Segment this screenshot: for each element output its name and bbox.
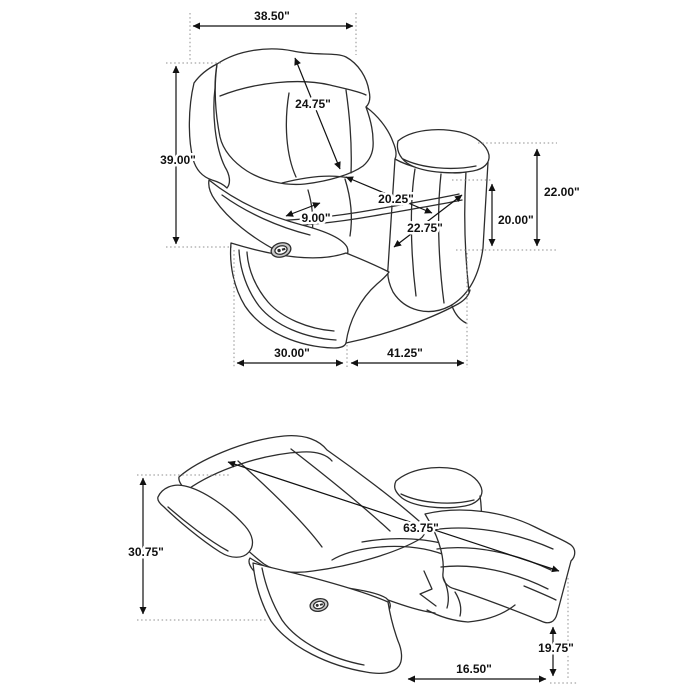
dim-seat-depth-label: 20.25" [378, 192, 414, 206]
upright-base-foot [452, 306, 466, 323]
upright-chair-line-art [189, 49, 489, 348]
dim-footrest-height-label: 19.75" [538, 641, 574, 655]
dim-arm-length-label: 22.75" [407, 221, 443, 235]
dim-front-width-label: 30.00" [274, 346, 310, 360]
dim-overall-width-label: 38.50" [254, 9, 290, 23]
dim-arm-width [286, 203, 331, 225]
upright-right-skirt [388, 159, 488, 311]
dim-footrest-extension-label: 16.50" [456, 662, 492, 676]
dim-back-cushion-label: 24.75" [295, 97, 331, 111]
dim-seat-height-label: 20.00" [498, 213, 534, 227]
dim-arm-width-label: 9.00" [301, 211, 331, 225]
dim-reclined-length-label: 63.75" [403, 521, 439, 535]
reclined-mechanism-1 [420, 571, 436, 606]
upright-front-panel [231, 243, 389, 348]
dim-arm-height-label: 22.00" [544, 185, 580, 199]
dim-reclined-back-height-label: 30.75" [128, 545, 164, 559]
reclined-chair-line-art [158, 436, 575, 674]
upright-seat-seam-mid [345, 179, 351, 236]
reclined-mechanism-3 [455, 592, 461, 616]
dim-footrest-height [538, 627, 574, 676]
reclined-mechanism-base [427, 605, 515, 622]
dim-overall-height-label: 39.00" [160, 153, 196, 167]
reclined-diagram [128, 436, 578, 683]
reclined-base-panel [253, 563, 402, 673]
upright-diagram [160, 9, 580, 368]
dim-side-depth-label: 41.25" [387, 346, 423, 360]
